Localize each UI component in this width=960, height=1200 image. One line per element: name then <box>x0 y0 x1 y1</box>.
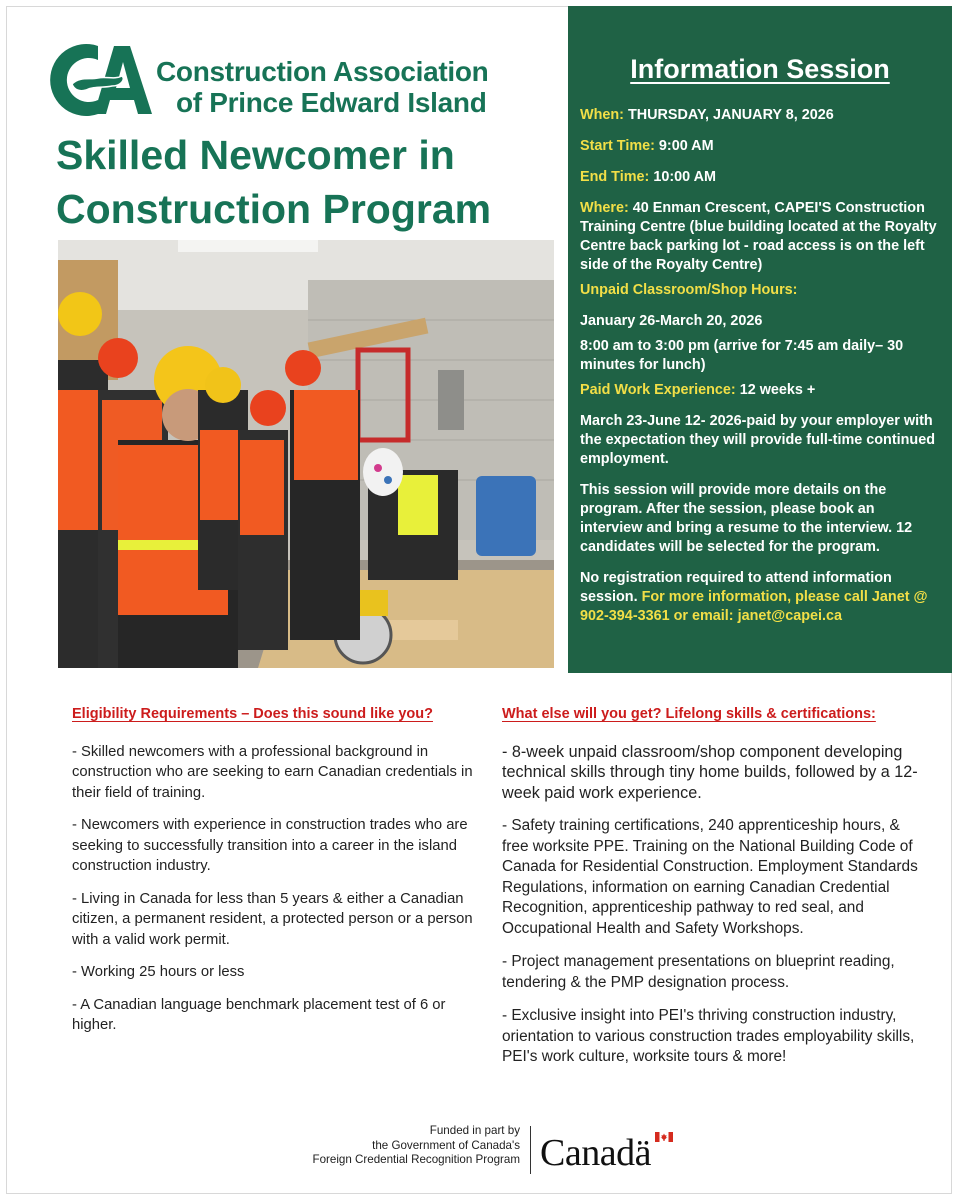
classroom-hours-label <box>580 281 940 300</box>
organization-name-line2: of Prince Edward Island <box>176 87 487 118</box>
capei-logo <box>50 40 550 120</box>
end-time-value: 10:00 AM <box>653 169 716 185</box>
eligibility-heading: Eligibility Requirements – Does this sound like you? <box>72 706 433 722</box>
footer-divider <box>530 1126 531 1174</box>
contact-row <box>580 569 940 626</box>
start-time-value: 9:00 AM <box>658 138 714 154</box>
session-details: This session will provide more details on the program. After the session, please book an interview and bring a resume to the interview. 12 candidates will be selected for the program. <box>580 482 913 555</box>
classroom-hours-label-text: Unpaid Classroom/Shop Hours: <box>580 282 798 298</box>
benefits-item: - Exclusive insight into PEI's thriving construction industry, orientation to various construction trades employability skills, PEI's work culture, worksite tours & more! <box>502 1007 915 1065</box>
funding-footer <box>250 1124 750 1184</box>
benefits-item: - Safety training certifications, 240 apprenticeship hours, & free worksite PPE. Training on the National Building Code of Canada for Residential Construction. Employment Standards Regulations, information on earning Canadian Credential Recognition, apprenticeship pathway to red seal, and Occupational Health and Safety Workshops. <box>502 817 918 937</box>
workshop-photo-illustration <box>58 240 554 668</box>
classroom-dates: January 26-March 20, 2026 <box>580 313 763 329</box>
where-value: 40 Enman Crescent, CAPEI'S Construction Training Centre (blue building located at the Royalty Centre back parking lot - road access is on the left side of the Royalty Centre) <box>580 200 937 273</box>
capei-logo-mark <box>50 40 154 120</box>
organization-name <box>156 56 488 118</box>
benefits-item: - 8-week unpaid classroom/shop component developing technical skills through tiny home builds, followed by a 12-week paid work experience. <box>502 742 918 802</box>
info-session-heading: Information Session <box>630 54 890 84</box>
benefits-list <box>502 742 922 1068</box>
paid-work-label: Paid Work Experience: <box>580 382 736 398</box>
when-row <box>580 106 940 125</box>
program-title-line1: Skilled Newcomer in <box>56 132 455 178</box>
info-session-panel <box>568 6 952 673</box>
eligibility-item: - Skilled newcomers with a professional background in construction who are seeking to earn Canadian credentials in their field of training. <box>72 743 473 801</box>
funding-line1: Funded in part by <box>429 1124 520 1137</box>
eligibility-section <box>72 704 482 1048</box>
paid-work-row <box>580 381 940 400</box>
eligibility-item: - Working 25 hours or less <box>72 964 245 980</box>
start-time-label: Start Time: <box>580 138 655 154</box>
end-time-row <box>580 168 940 187</box>
funding-statement <box>250 1124 520 1168</box>
eligibility-item: - Newcomers with experience in construction trades who are seeking to successfully transition into a career in the island construction industry. <box>72 817 468 874</box>
registration-text: No registration required to attend information session. <box>580 570 892 605</box>
benefits-section <box>502 704 922 1081</box>
contact-text: For more information, please call Janet @ 902-394-3361 or email: janet@capei.ca <box>580 589 928 624</box>
canada-flag-icon <box>655 1132 673 1142</box>
program-title-line2: Construction Program <box>56 186 492 232</box>
where-label: Where: <box>580 200 629 216</box>
funding-line2: the Government of Canada's <box>372 1138 520 1152</box>
eligibility-list <box>72 742 482 1036</box>
when-value: THURSDAY, JANUARY 8, 2026 <box>627 107 834 123</box>
organization-name-line1: Construction Association <box>156 56 489 87</box>
paid-work-details: March 23-June 12- 2026-paid by your employer with the expectation they will provide full-time continued employment. <box>580 413 936 467</box>
start-time-row <box>580 137 940 156</box>
where-row <box>580 199 940 275</box>
canada-wordmark: Canadä <box>540 1132 651 1174</box>
when-label: When: <box>580 107 624 123</box>
program-title <box>56 128 491 236</box>
benefits-heading: What else will you get? Lifelong skills & certifications: <box>502 706 876 722</box>
funding-line3: Foreign Credential Recognition Program <box>312 1153 520 1166</box>
benefits-item: - Project management presentations on blueprint reading, tendering & the PMP designation process. <box>502 953 895 991</box>
eligibility-item: - Living in Canada for less than 5 years & either a Canadian citizen, a permanent resident, a protected person or a person with a valid work permit. <box>72 890 473 948</box>
classroom-hours: 8:00 am to 3:00 pm (arrive for 7:45 am daily– 30 minutes for lunch) <box>580 338 904 373</box>
paid-work-value: 12 weeks + <box>739 382 816 398</box>
eligibility-item: - A Canadian language benchmark placement test of 6 or higher. <box>72 996 446 1033</box>
end-time-label: End Time: <box>580 169 650 185</box>
workshop-photo <box>58 240 554 668</box>
